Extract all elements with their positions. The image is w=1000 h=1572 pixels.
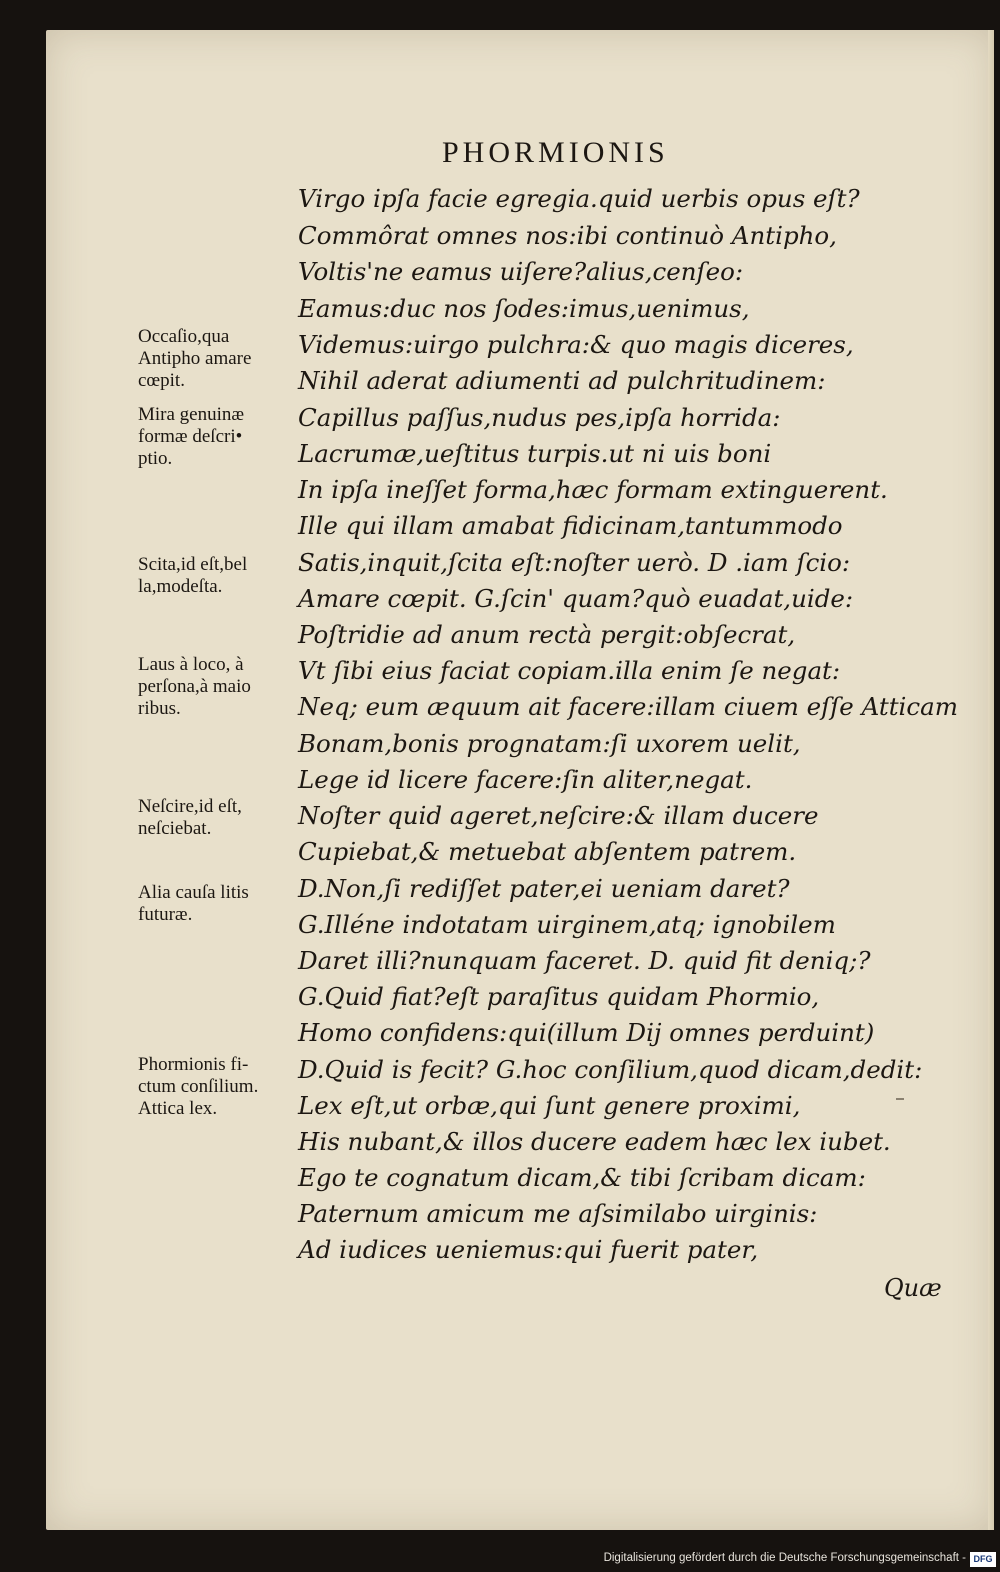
verse-line: D.Quid is fecit? G.hoc conſilium,quod dicam,dedit:	[298, 1055, 923, 1084]
verse-line: Lacrumæ,ueſtitus turpis.ut ni uis boni	[298, 439, 772, 468]
verse-line: Ille qui illam amabat fidicinam,tantummodo	[298, 511, 843, 540]
verse-line: Commôrat omnes nos:ibi continuò Antipho,	[298, 221, 837, 250]
verse-line: Neq; eum æquum ait facere:illam ciuem eſſe Atticam	[298, 692, 958, 721]
verse-line: Virgo ipſa facie egregia.quid uerbis opus eſt?	[298, 184, 860, 213]
verse-line: G.Illéne indotatam uirginem,atq; ignobilem	[298, 910, 836, 939]
verse-line: Daret illi?nunquam faceret. D. quid fit deniq;?	[298, 946, 871, 975]
verse-line: Nihil aderat adiumenti ad pulchritudinem:	[298, 366, 826, 395]
verse-line: Capillus paſſus,nudus pes,ipſa horrida:	[298, 403, 781, 432]
marginal-note: Neſcire,id eſt, neſciebat.	[138, 796, 242, 839]
verse-line: Homo confidens:qui(illum Dij omnes perduint)	[298, 1018, 875, 1047]
marginal-note: Alia cauſa litis futuræ.	[138, 882, 249, 925]
ink-mark	[896, 1098, 904, 1100]
verse-line: Noſter quid ageret,neſcire:& illam ducere	[298, 801, 819, 830]
dfg-logo: DFG	[970, 1552, 996, 1567]
running-head: PHORMIONIS	[442, 136, 669, 169]
page-edge	[988, 30, 994, 1530]
verse-line: Vt ſibi eius faciat copiam.illa enim ſe negat:	[298, 656, 841, 685]
funding-credit: Digitalisierung gefördert durch die Deutsche Forschungsgemeinschaft -	[603, 1552, 966, 1564]
catchword: Quæ	[884, 1274, 942, 1302]
verse-line: In ipſa ineſſet forma,hæc formam extinguerent.	[298, 475, 888, 504]
verse-line: Ad iudices ueniemus:qui fuerit pater,	[298, 1235, 759, 1264]
verse-line: Satis,inquit,ſcita eſt:noſter uerò. D .iam ſcio:	[298, 548, 851, 577]
verse-line: Bonam,bonis prognatam:ſi uxorem uelit,	[298, 729, 801, 758]
verse-line: Lex eſt,ut orbæ,qui ſunt genere proximi,	[298, 1091, 801, 1120]
verse-line: G.Quid fiat?eſt paraſitus quidam Phormio,	[298, 982, 820, 1011]
verse-line: His nubant,& illos ducere eadem hæc lex iubet.	[298, 1127, 891, 1156]
marginal-note: Mira genuinæ formæ deſcri• ptio.	[138, 404, 245, 469]
verse-line: Videmus:uirgo pulchra:& quo magis diceres,	[298, 330, 854, 359]
marginal-note: Scita,id eſt,bel la,modeſta.	[138, 554, 248, 597]
verse-line: Amare cœpit. G.ſcin' quam?quò euadat,uide:	[298, 584, 854, 613]
verse-line: Cupiebat,& metuebat abſentem patrem.	[298, 837, 797, 866]
verse-line: Paternum amicum me aſsimilabo uirginis:	[298, 1199, 818, 1228]
verse-line: Eamus:duc nos ſodes:imus,uenimus,	[298, 294, 750, 323]
credit-bar	[0, 1549, 1000, 1572]
verse-line: Ego te cognatum dicam,& tibi ſcribam dicam:	[298, 1163, 866, 1192]
verse-line: Poſtridie ad anum rectà pergit:obſecrat,	[298, 620, 796, 649]
marginal-note: Phormionis fi- ctum conſilium. Attica lex.	[138, 1054, 259, 1119]
marginal-note: Occaſio,qua Antipho amare cœpit.	[138, 326, 252, 391]
verse-line: Voltis'ne eamus uiſere?alius,cenſeo:	[298, 257, 744, 286]
verse-line: Lege id licere facere:ſin aliter,negat.	[298, 765, 753, 794]
verse-line: D.Non,ſi rediſſet pater,ei ueniam daret?	[298, 874, 790, 903]
marginal-note: Laus à loco, à perſona,à maio ribus.	[138, 654, 251, 719]
